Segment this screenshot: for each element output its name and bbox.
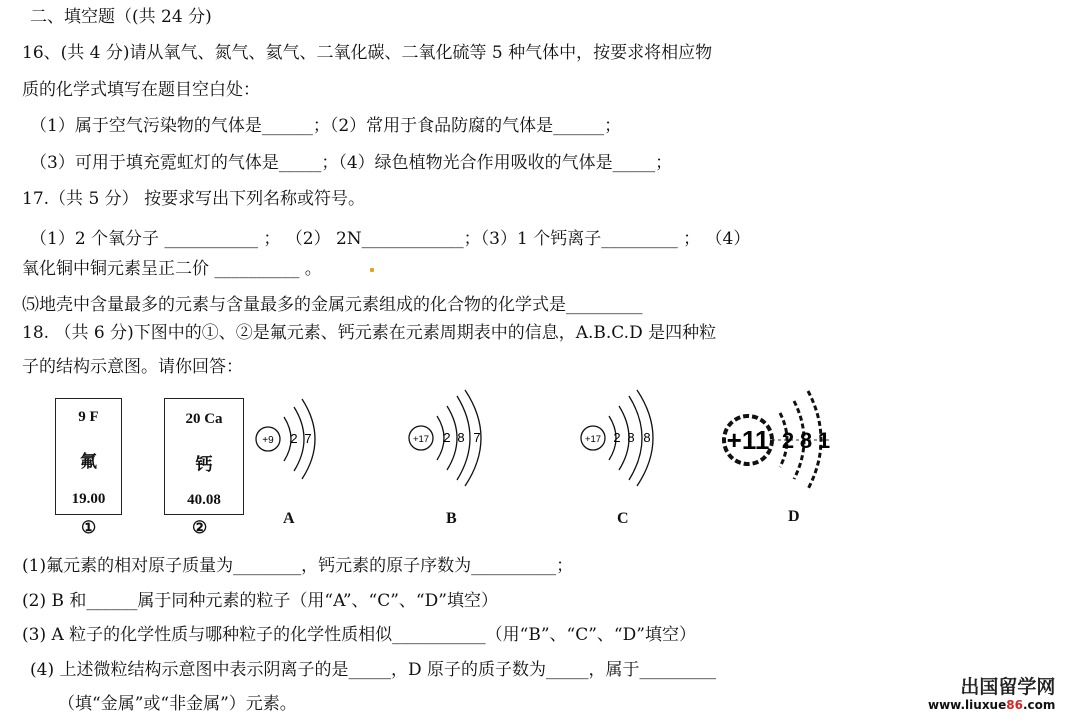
q16-text-cont: 质的化学式填写在题目空白处： [22, 80, 260, 100]
card-marker-1: ① [81, 518, 97, 538]
q16-text: 16、(共 4 分)请从氧气、氮气、氦气、二氧化碳、二氧化硫等 5 种气体中，按要求将相应物 [22, 43, 713, 63]
q18-item-1: (1)氟元素的相对原子质量为________，钙元素的原子序数为__________； [22, 556, 574, 576]
nucleus-charge: +11 [726, 425, 770, 455]
particle-c-label: C [617, 510, 629, 527]
site-watermark [928, 678, 1055, 714]
shell-electrons: 7 [304, 431, 312, 446]
particle-b-label: B [446, 510, 457, 527]
q18-text-cont: 子的结构示意图。请你回答： [22, 357, 243, 377]
nucleus-charge: +9 [262, 435, 274, 446]
shell-electrons: 2 [443, 430, 451, 445]
section-heading: 二、填空题（(共 24 分) [30, 7, 212, 27]
particle-d-diagram [718, 385, 843, 500]
watermark-url [928, 696, 1055, 714]
q17-items: （1）2 个氧分子 ___________ ； （2） 2N____________；（3）1 个钙离子_________ ； （4） [30, 229, 751, 249]
q17-items-cont: 氧化铜中铜元素呈正二价 __________ 。 [22, 259, 322, 279]
nucleus-charge: +17 [584, 434, 602, 445]
q18-item-4-cont: （填“金属”或“非金属”）元素。 [58, 694, 297, 714]
particle-d-label: D [788, 508, 800, 525]
stray-mark [370, 268, 374, 272]
element-name: 钙 [195, 455, 213, 474]
card-marker-2: ② [192, 518, 208, 538]
element-card-fluorine [55, 398, 122, 515]
q18-item-4: (4) 上述微粒结构示意图中表示阴离子的是_____，D 原子的质子数为_____，属于_________ [30, 660, 717, 680]
q18-text: 18. （共 6 分)下图中的①、②是氟元素、钙元素在元素周期表中的信息，A.B.C.D 是四种粒 [22, 323, 717, 343]
element-number: 20 Ca [185, 411, 223, 427]
particle-a-label: A [283, 510, 295, 527]
watermark-cn: 出国留学网 [960, 676, 1056, 698]
element-number: 9 F [78, 409, 99, 425]
element-card-calcium [164, 398, 244, 515]
q16-item-1-2: （1）属于空气污染物的气体是______；（2）常用于食品防腐的气体是______； [30, 116, 622, 136]
q18-item-3: (3) A 粒子的化学性质与哪种粒子的化学性质相似___________（用“B”、“C”、“D”填空） [22, 625, 696, 645]
watermark-url-suffix: .com [1022, 698, 1056, 712]
shell-electrons: 8 [627, 430, 635, 445]
watermark-url-prefix: www.liuxue [928, 698, 1007, 712]
q17-item-5: ⑸地壳中含量最多的元素与含量最多的金属元素组成的化合物的化学式是_________ [22, 295, 643, 315]
shell-electrons: 2 [613, 430, 621, 445]
q17-text: 17.（共 5 分） 按要求写出下列名称或符号。 [22, 189, 366, 209]
q16-item-3-4: （3）可用于填充霓虹灯的气体是_____；（4）绿色植物光合作用吸收的气体是_____； [30, 153, 673, 173]
element-name: 氟 [80, 452, 97, 471]
shell-electrons: 7 [473, 430, 481, 445]
shell-electrons: 2 [781, 428, 795, 453]
shell-electrons: 8 [643, 430, 651, 445]
q18-item-2: (2) B 和______属于同种元素的粒子（用“A”、“C”、“D”填空） [22, 591, 498, 611]
element-mass: 40.08 [187, 492, 221, 508]
shell-electrons: 1 [817, 428, 831, 453]
shell-electrons: 8 [457, 430, 465, 445]
nucleus-charge: +17 [412, 434, 430, 445]
shell-electrons: 8 [799, 428, 813, 453]
shell-electrons: 2 [290, 431, 298, 446]
watermark-url-num: 86 [1006, 698, 1023, 712]
particle-b-diagram [403, 388, 503, 488]
element-mass: 19.00 [71, 491, 106, 507]
particle-a-diagram [250, 395, 340, 485]
particle-c-diagram [573, 388, 673, 488]
